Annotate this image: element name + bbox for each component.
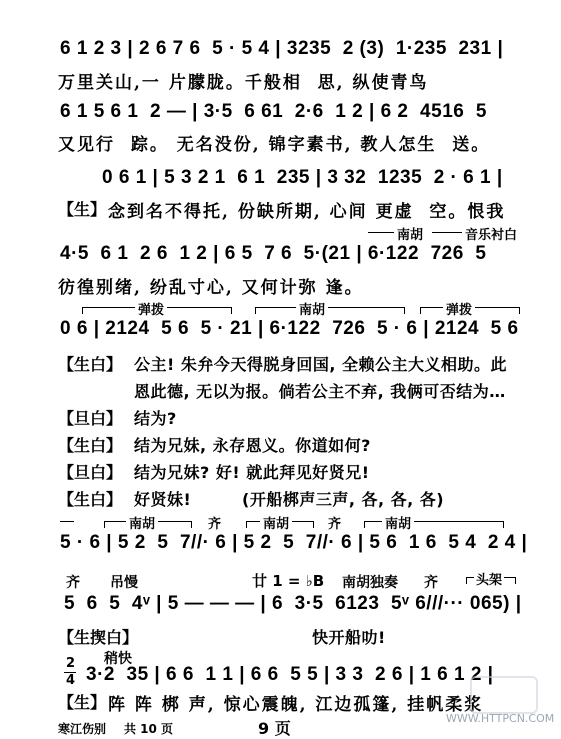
time-signature-top: 2 [66, 656, 76, 671]
role-label: 【生白】 [58, 355, 123, 374]
time-signature-bottom: 4 [66, 673, 76, 688]
lyrics-line-1: 万里关山,一 片朦胧。千般相 思, 纵使青鸟 [58, 73, 429, 93]
notation-line-4: 4·5 6 1 2 6 1 2 | 6 5 7 6 5·(21 | 6·122 726 5 [60, 243, 487, 264]
role-label-sheng: 【生】 [58, 693, 107, 712]
instrument-mark: 弹拨 [135, 299, 167, 318]
instrument-mark: 南胡 [382, 513, 414, 532]
page-number: 9 页 [258, 719, 291, 738]
spoken-line: 恩此德, 无以为报。倘若公主不弃, 我俩可否结为… [134, 382, 506, 401]
lyrics-line-4: 彷徨别绪, 纷乱寸心, 又何计弥 逢。 [58, 278, 364, 298]
notation-line-1: 6 1 2 3 | 2 6 7 6 5 · 5 4 | 3235 2 (3) 1·235 231 | [60, 38, 504, 59]
footer-total-pages: 共 10 页 [124, 722, 174, 736]
instrument-mark: 南胡 [126, 513, 158, 532]
lyrics-line-2: 又见行 踪。 无名没份, 锦字素书, 教人怎生 送。 [58, 135, 491, 155]
role-label: 【生揳白】 [58, 628, 139, 647]
spoken-line: 结为兄妹? 好! 就此拜见好贤兄! [134, 463, 370, 482]
role-label-sheng: 【生】 [58, 200, 107, 219]
spoken-line: 快开船叻! [312, 628, 386, 647]
lyrics-line-8: 阵 阵 梆 声, 惊心震魄, 江边孤篷, 挂帆柔浆 [108, 695, 484, 715]
tempo-mark: 吊慢 [110, 575, 138, 591]
tempo-mark: 南胡独奏 [342, 575, 398, 591]
spoken-line: 结为? [134, 409, 177, 428]
role-label: 【生白】 [58, 490, 123, 509]
notation-line-8: 3·2 35 | 6 6 1 1 | 6 6 5 5 | 3 3 2 6 | 1 6 1 2 | [86, 664, 494, 685]
tempo-mark: 齐 [66, 575, 80, 591]
mark-line [60, 521, 74, 522]
watermark-logo-icon [470, 676, 538, 714]
role-label: 【旦白】 [58, 463, 123, 482]
notation-line-5: 0 6 | 2124 5 6 5 · 21 | 6·122 726 5 · 6 | 2124 5 6 [60, 318, 519, 339]
tempo-mark: 齐 [424, 575, 438, 591]
instrument-bracket [255, 307, 405, 314]
notation-line-2: 6 1 5 6 1 2 — | 3·5 6 61 2·6 1 2 | 6 2 4516 5 [60, 101, 487, 122]
notation-line-3: 0 6 1 | 5 3 2 1 6 1 235 | 3 32 1235 2 · 6 1 | [102, 167, 503, 188]
role-label: 【生白】 [58, 436, 123, 455]
spoken-line: 好贤妹! [134, 490, 192, 509]
instrument-mark: 头架 [474, 569, 504, 588]
instrument-mark: 齐 [328, 517, 342, 532]
role-label: 【旦白】 [58, 409, 123, 428]
notation-line-7: 5 6 5 4ᵛ | 5 — — — | 6 3·5 6123 5ᵛ 6///··· 065) | [64, 593, 522, 614]
instrument-mark: 南胡 [397, 228, 424, 243]
key-signature: 廿 1 = ♭B [252, 572, 325, 590]
instrument-mark: 齐 [208, 517, 222, 532]
instrument-mark: 南胡 [260, 513, 292, 532]
mark-line [432, 232, 462, 233]
mark-line [368, 232, 394, 233]
watermark-url: WWW.HTTPCN.COM [446, 712, 555, 725]
footer-title: 寒江伤别 [58, 722, 107, 736]
instrument-mark: 弹拨 [443, 299, 475, 318]
spoken-line: 公主! 朱弁今天得脱身回国, 全赖公主大义相助。此 [134, 355, 508, 374]
instrument-mark: 南胡 [296, 299, 328, 318]
notation-line-6: 5 · 6 | 5 2 5 7//· 6 | 5 2 5 7//· 6 | 5 6 1 6 5 4 2 4 | [60, 532, 528, 553]
tempo-mark: 稍快 [104, 651, 132, 667]
instrument-mark: 音乐衬白 [465, 228, 518, 243]
stage-direction: (开船梆声三声, 各, 各, 各) [242, 490, 445, 509]
spoken-line: 结为兄妹, 永存恩义。你道如何? [134, 436, 371, 455]
lyrics-line-3: 念到名不得托, 份缺所期, 心间 更虚 空。恨我 [108, 202, 506, 222]
